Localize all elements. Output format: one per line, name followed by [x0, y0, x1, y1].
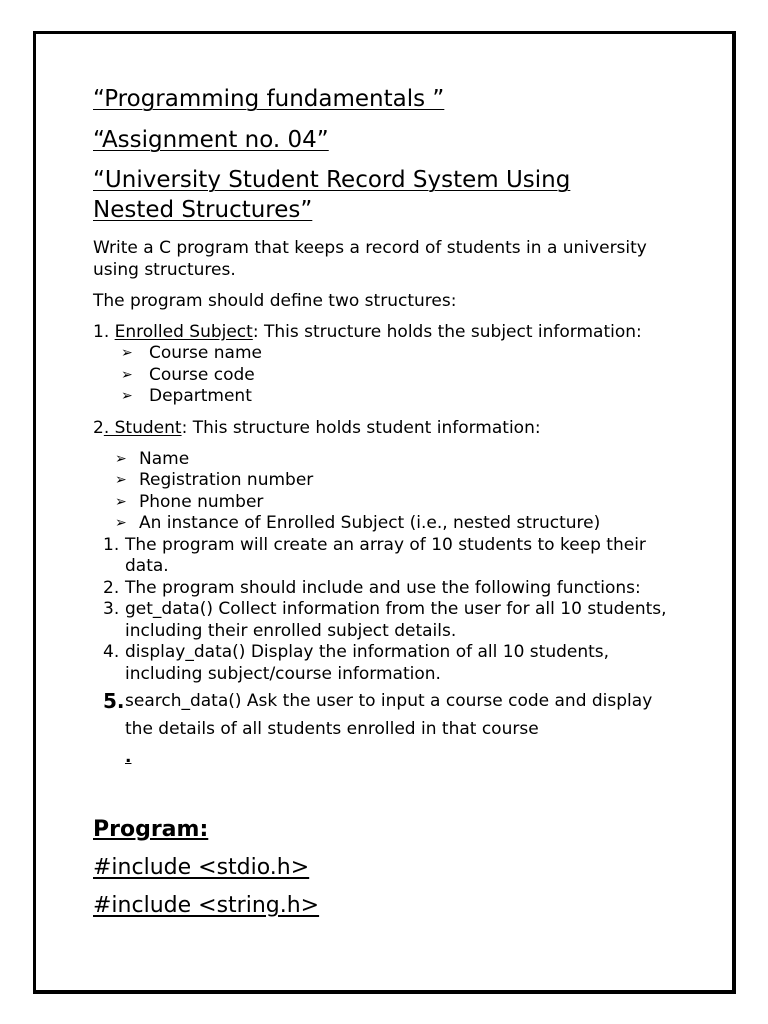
define-line: The program should define two structures:: [93, 291, 457, 311]
structure-2-number: 2: [93, 417, 104, 438]
list-item: ➢ Phone number: [115, 491, 264, 512]
structure-2-fields: [115, 449, 683, 535]
structure-1-name: Enrolled Subject: [114, 322, 253, 342]
structure-1-fields: [121, 343, 683, 408]
arrow-bullet-icon: ➢: [115, 472, 127, 488]
list-item: ➢ Course code: [121, 364, 255, 385]
structure-1-description: [93, 321, 683, 343]
structure-2-description: [93, 417, 683, 439]
structure-2-desc: : This structure holds student information:: [181, 417, 541, 438]
arrow-bullet-icon: ➢: [115, 450, 127, 467]
include-stdio: #include <stdio.h>: [93, 855, 310, 880]
final-period: .: [125, 747, 132, 767]
list-item: ➢ Registration number: [115, 470, 314, 490]
arrow-bullet-icon: ➢: [121, 388, 133, 404]
structure-2-name: . Student: [103, 417, 182, 438]
arrow-bullet-icon: ➢: [115, 493, 127, 510]
requirement-item: 2. The program should include and use the following functions:: [103, 577, 641, 598]
requirement-item: 5. search_data() Ask the user to input a course code and display the details of all students enrolled in that course.: [103, 689, 653, 767]
arrow-bullet-icon: ➢: [121, 345, 133, 361]
assignment-title: “Assignment no. 04”: [93, 127, 329, 153]
course-title: “Programming fundamentals ”: [93, 86, 445, 112]
list-item: ➢ Department: [121, 386, 252, 406]
structure-1-desc: : This structure holds the subject information:: [252, 322, 642, 342]
list-item: ➢ An instance of Enrolled Subject (i.e., nested structure): [115, 513, 601, 533]
program-heading: Program:: [93, 817, 209, 842]
intro-paragraph: Write a C program that keeps a record of students in a university using structures.: [93, 238, 647, 280]
requirement-item: 3. get_data() Collect information from the user for all 10 students, including their enrolled subject details.: [103, 599, 667, 641]
requirement-item: 4. display_data() Display the information of all 10 students, including subject/course information.: [103, 642, 610, 684]
requirements-list: [93, 535, 683, 772]
list-item: ➢ Course name: [121, 343, 262, 363]
arrow-bullet-icon: ➢: [121, 366, 133, 383]
arrow-bullet-icon: ➢: [115, 515, 127, 531]
requirement-item: 1. The program will create an array of 10 students to keep their data.: [103, 534, 646, 576]
project-title: “University Student Record System Using Nested Structures”: [93, 167, 571, 223]
document-content: [93, 84, 683, 920]
include-string: #include <string.h>: [93, 893, 320, 918]
list-item: ➢ Name: [115, 448, 190, 469]
structure-1-number: 1.: [93, 322, 110, 342]
